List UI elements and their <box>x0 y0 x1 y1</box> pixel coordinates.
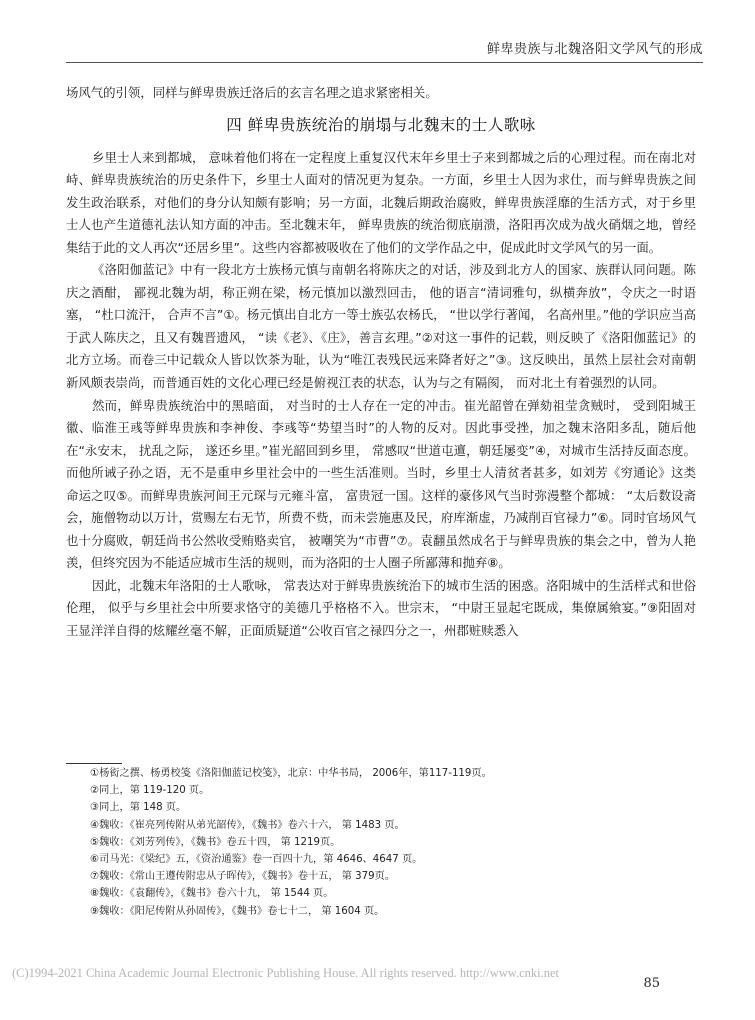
footnote-7: ⑦魏收：《常山王遵传附忠从子晖传》，《魏书》卷十五， 第 379页。 <box>90 871 396 883</box>
header-rule <box>66 62 703 63</box>
paragraph-3: 然而，鲜卑贵族统治中的黑暗面， 对当时的士人存在一定的冲击。崔光韶曾在弹劾祖莹贪贼时， 受到阳城王徽、临淮王彧等鲜卑贵族和李神俊、李彧等“势望当时”的人物的反对。因此事受挫，加之魏末洛阳多乱，随后他在“永安末， 扰乱之际， 遂还乡里。”崔光韶回到乡里， 常感叹“世道屯邅，朝廷屡变”④，对城市生活持反面态度。而他所诫子孙之语，无不是重申乡里社会中的一些生活准则。当时，乡里士人清贫者甚多，如刘芳《穷通论》这类命运之叹⑤。而鲜卑贵族河间王元琛与元雍斗富， 富贵冠一国。这样的豪侈风气当时弥漫整个都城： “太后数设斋会，施僧物动以万计，赏赐左右无节，所费不赀，而未尝施惠及民，府库渐虚，乃减削百官禄力”⑥。同时官场风气也十分腐败，朝廷尚书公然收受贿赂卖官， 被嘲笑为“市曹”⑦。袁翻虽然成名于与鲜卑贵族的集会之中，曾为人艳羡，但终究因为不能适应城市生活的规则，而为洛阳的士人圈子所鄙薄和抛弃⑧。 <box>66 397 696 571</box>
footnote-8: ⑧魏收：《袁翻传》，《魏书》卷六十九， 第 1544 页。 <box>90 888 334 900</box>
footnote-rule <box>66 763 122 764</box>
footnote-2: ②同上，第 119-120 页。 <box>90 785 210 797</box>
footnote-3: ③同上，第 148 页。 <box>90 802 187 814</box>
paragraph-1: 乡里士人来到都城， 意味着他们将在一定程度上重复汉代末年乡里士子来到都城之后的心理过程。而在南北对峙、鲜卑贵族统治的历史条件下，乡里士人面对的情况更为复杂。一方面，乡里士人因为求仕，而与鲜卑贵族之间发生政治联系，对他们的身分认知颇有影响；另一方面，北魏后期政治腐败，鲜卑贵族淫靡的生活方式，对于乡里士人也产生道德礼法认知方面的冲击。至北魏末年， 鲜卑贵族的统治彻底崩溃，洛阳再次成为战火硝烟之地，曾经集结于此的文人再次“还居乡里”。这些内容都被吸收在了他们的文学作品之中，促成此时文学风气的另一面。 <box>66 149 696 255</box>
section-heading: 四 鲜卑贵族统治的崩塌与北魏末的士人歌咏 <box>226 115 536 134</box>
footnote-5: ⑤魏收：《刘芳列传》，《魏书》卷五十四， 第 1219页。 <box>90 836 341 848</box>
lead-fragment: 场风气的引领，同样与鲜卑贵族迁洛后的玄言名理之追求紧密相关。 <box>66 85 438 100</box>
page-number: 85 <box>643 976 660 991</box>
paragraph-4: 因此，北魏末年洛阳的士人歌咏， 常表达对于鲜卑贵族统治下的城市生活的困惑。洛阳城中的生活样式和世俗伦理， 似乎与乡里社会中所要求恪守的美德几乎格格不入。世宗末， “中尉王显起宅既成，集僚属飨宴。”⑨阳固对王显洋洋自得的炫耀丝毫不解，正面质疑道“公收百官之禄四分之一，州郡赃赎悉入 <box>66 577 696 639</box>
running-header: 鲜卑贵族与北魏洛阳文学风气的形成 <box>486 42 703 57</box>
footnote-6: ⑥司马光：《梁纪》五，《资治通鉴》卷一百四十九，第 4646、4647 页。 <box>90 854 423 866</box>
copyright-watermark: (C)1994-2021 China Academic Journal Electronic Publishing House. All rights reserved. http://www.cnki.net <box>12 966 560 980</box>
footnotes <box>90 765 690 920</box>
footnote-4: ④魏收：《崔亮列传附从弟光韶传》，《魏书》卷六十六， 第 1483 页。 <box>90 819 405 831</box>
body-text <box>66 82 696 643</box>
footnote-1: ①杨衒之撰、杨勇校笺《洛阳伽蓝记校笺》，北京：中华书局， 2006年，第117-119页。 <box>90 768 492 779</box>
paragraph-2: 《洛阳伽蓝记》中有一段北方士族杨元慎与南朝名将陈庆之的对话，涉及到北方人的国家、族群认同问题。陈庆之酒酣， 鄙视北魏为胡，称正朔在梁，杨元慎加以激烈回击， 他的语言“清词雅句，纵横奔放”，令庆之一时语塞， “杜口流汗， 合声不言”①。杨元慎出自北方一等士族弘农杨氏， “世以学行著闻， 名高州里。”他的学识应当高于武人陈庆之，且又有魏晋遗风， “读《老》、《庄》，善言玄理。”②对这一事件的记载，则反映了《洛阳伽蓝记》的北方立场。而卷三中记载众人皆以饮茶为耻，认为“唯江表残民远来降者好之”③。这反映出，虽然上层社会对南朝新风颇表崇尚，而普通百姓的文化心理已经是俯视江表的状态，认为与之有隔阂， 而对北土有着强烈的认同。 <box>66 262 696 391</box>
footnote-9: ⑨魏收：《阳尼传附从孙固传》，《魏书》卷七十二， 第 1604 页。 <box>90 905 385 917</box>
